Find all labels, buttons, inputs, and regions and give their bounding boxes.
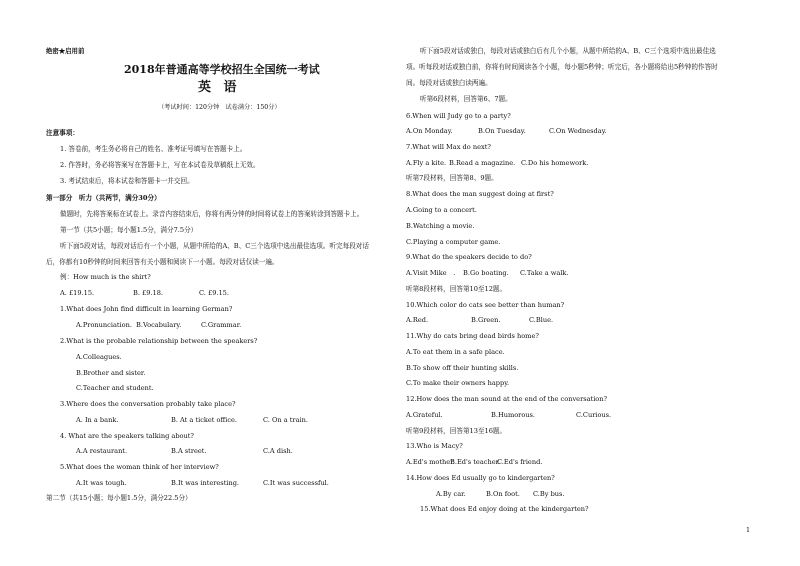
question-1: 1.What does John find difficult in learning German? [60,305,233,313]
section1-desc: 后，你都有10秒钟的时间来回答有关小题和阅读下一小题。每段对话仅读一遍。 [46,258,279,266]
page-number: 1 [746,526,751,534]
material-6-note: 听第6段材料，回答第6、7题。 [420,95,512,103]
q6-option-c: C.On Wednesday. [549,127,607,135]
question-8: 8.What does the man suggest doing at first? [406,190,554,198]
q7-option-b: B.Read a magazine. [449,159,516,167]
subject-title: 英 语 [198,80,241,95]
question-3: 3.Where does the conversation probably take place? [60,400,236,408]
q13-option-c: C.Ed's friend. [497,458,543,466]
q10-option-b: B.Green. [471,316,501,324]
q10-option-a: A.Red. [406,316,429,324]
example-option-a: A. £19.15. [60,289,95,297]
section1-heading: 第一节（共5小题；每小题1.5分，满分7.5分） [60,226,198,234]
q6-option-a: A.On Monday. [406,127,453,135]
section1-desc: 听下面5段对话，每段对话后有一个小题，从题中所给的A、B、C三个选项中选出最佳选项。听完每段对话 [60,242,369,250]
q9-option-b: B.Go boating. [463,269,509,277]
question-11: 11.Why do cats bring dead birds home? [406,332,539,340]
q13-option-a: A.Ed's mother. [406,458,455,466]
q7-option-a: A.Fly a kite. [406,159,447,167]
question-4: 4. What are the speakers talking about? [60,432,194,440]
example-option-c: C. £9.15. [199,289,229,297]
part1-heading: 第一部分 听力（共两节，满分30分） [46,194,161,202]
q5-option-b: B.It was interesting. [171,479,240,487]
q6-option-b: B.On Tuesday. [478,127,526,135]
question-14: 14.How does Ed usually go to kindergarten? [406,474,555,482]
q5-option-c: C.It was successful. [263,479,329,487]
exam-info: （考试时间：120分钟 试卷满分：150分） [158,104,281,111]
q3-option-c: C. On a train. [263,416,308,424]
exam-title: 2018年普通高等学校招生全国统一考试 [124,63,320,76]
q7-option-c: C.Do his homework. [521,159,589,167]
section2-desc: 间。每段对话或独白读两遍。 [406,79,492,87]
q2-option-a: A.Colleagues. [76,353,122,361]
q8-option-a: A.Going to a concert. [406,206,477,214]
question-13: 13.Who is Macy? [406,442,463,450]
material-9-note: 听第9段材料，回答第13至16题。 [406,427,507,435]
q12-option-c: C.Curious. [576,411,612,419]
q1-option-a: A.Pronunciation. [76,321,132,329]
question-15: 15.What does Ed enjoy doing at the kindergarten? [420,505,589,513]
question-5: 5.What does the woman think of her interview? [60,463,219,471]
q3-option-b: B. At a ticket office. [171,416,238,424]
q2-option-c: C.Teacher and student. [76,384,154,392]
q2-option-b: B.Brother and sister. [76,369,146,377]
q4-option-a: A.A restaurant. [76,447,128,455]
q12-option-b: B.Humorous. [491,411,536,419]
confidential-mark: 绝密★启用前 [46,47,85,55]
section2-desc: 项。听每段对话或独白前，你将有时间阅读各个小题，每小题5秒钟；听完后，各小题将给出5秒钟的作答时 [406,63,718,71]
note-item: 1. 答卷前，考生务必将自己的姓名、准考证号填写在答题卡上。 [60,145,247,153]
q14-option-b: B.On foot. [486,490,520,498]
q13-option-b: B.Ed's teacher. [450,458,501,466]
q4-option-c: C.A dish. [263,447,293,455]
q11-option-c: C.To make their owners happy. [406,379,510,387]
question-12: 12.How does the man sound at the end of the conversation? [406,395,608,403]
q9-option-c: C.Take a walk. [520,269,569,277]
part1-intro: 做题时，先将答案标在试卷上。录音内容结束后，你将有两分钟的时间将试卷上的答案转涂到答题卡上。 [60,210,364,218]
question-2: 2.What is the probable relationship between the speakers? [60,337,258,345]
section2-desc: 听下面5段对话或独白，每段对话或独白后有几个小题，从题中所给的A、B、C三个选项中选出最佳选 [420,47,716,55]
notes-heading: 注意事项： [46,129,79,137]
q12-option-a: A.Grateful. [406,411,443,419]
note-item: 2. 作答时，务必将答案写在答题卡上，写在本试卷及草稿纸上无效。 [60,161,260,169]
q11-option-b: B.To show off their hunting skills. [406,364,519,372]
q10-option-c: C.Blue. [529,316,554,324]
q1-option-b: B.Vocabulary. [136,321,182,329]
question-6: 6.When will Judy go to a party? [406,112,511,120]
section2-heading: 第二节（共15小题；每小题1.5分，满分22.5分） [46,494,192,502]
q8-option-c: C.Playing a computer game. [406,238,501,246]
q3-option-a: A. In a bank. [76,416,119,424]
q5-option-a: A.It was tough. [76,479,127,487]
note-item: 3. 考试结束后，将本试卷和答题卡一并交回。 [60,177,194,185]
q14-option-a: A.By car. [436,490,466,498]
question-10: 10.Which color do cats see better than human? [406,301,565,309]
example-option-b: B. £9.18. [133,289,164,297]
material-8-note: 听第8段材料，回答第10至12题。 [406,285,507,293]
q9-option-a: A.Visit Mike . [406,269,456,277]
q14-option-c: C.By bus. [533,490,565,498]
q8-option-b: B.Watching a movie. [406,222,475,230]
example-question: 例：How much is the shirt? [60,273,151,281]
q4-option-b: B.A street. [171,447,207,455]
question-9: 9.What do the speakers decide to do? [406,253,532,261]
q11-option-a: A.To eat them in a safe place. [406,348,505,356]
material-7-note: 听第7段材料，回答第8、9题。 [406,174,498,182]
q1-option-c: C.Grammar. [201,321,242,329]
question-7: 7.What will Max do next? [406,143,491,151]
